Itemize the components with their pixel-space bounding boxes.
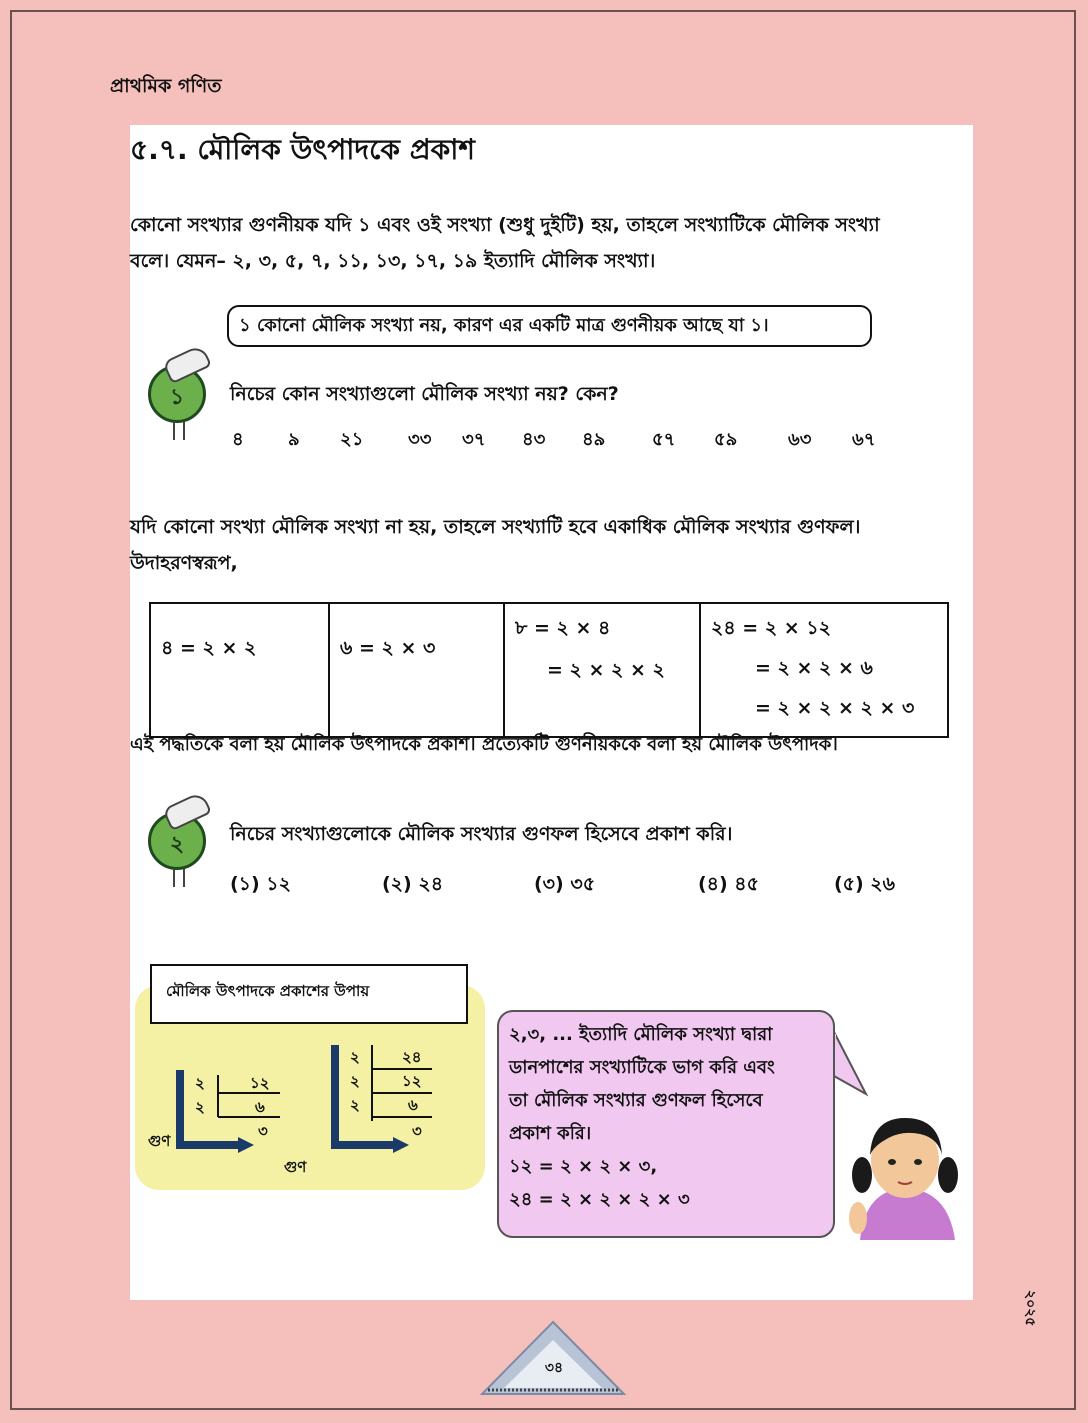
option-item: (৫) ২৬ [834, 873, 896, 895]
page-header: প্রাথমিক গণিত [110, 75, 222, 97]
para2-line-2: উদাহরণস্বরূপ, [130, 552, 238, 574]
activity-badge-2 [148, 812, 206, 870]
side-year: ২০২৫ [1022, 1290, 1038, 1327]
intro-line-2: বলে। যেমন– ২, ৩, ৫, ৭, ১১, ১৩, ১৭, ১৯ ইত্যাদি মৌলিক সংখ্যা। [130, 250, 656, 272]
number-item: ৫৭ [652, 429, 676, 450]
girl-illustration [840, 1100, 970, 1240]
badge-number: ২ [169, 832, 185, 857]
question-2: নিচের সংখ্যাগুলোকে মৌলিক সংখ্যার গুণফল হিসেবে প্রকাশ করি। [230, 823, 733, 845]
activity-badge-1 [148, 365, 206, 423]
ladder2-divisor: ২ [350, 1096, 360, 1114]
para3: এই পদ্ধতিকে বলা হয় মৌলিক উৎপাদকে প্রকাশ। প্রত্যেকটি গুণনীয়ককে বলা হয় মৌলিক উৎপাদক। [130, 734, 838, 755]
table-cell: ৬ = ২ × ৩ [329, 603, 504, 737]
ladder1-dividend: ১২ [250, 1074, 270, 1092]
page-number: ৩৪ [544, 1360, 564, 1376]
section-title: ৫.৭. মৌলিক উৎপাদকে প্রকাশ [130, 133, 475, 166]
number-item: ৬৩ [788, 429, 812, 450]
option-item: (১) ১২ [230, 873, 291, 895]
badge-number: ১ [169, 385, 185, 410]
number-item: ৪৩ [522, 429, 546, 450]
ladder2-divisor: ২ [350, 1048, 360, 1066]
number-item: ৫৯ [714, 429, 738, 450]
gun-label: গুণ [148, 1132, 171, 1150]
question-1: নিচের কোন সংখ্যাগুলো মৌলিক সংখ্যা নয়? কেন? [230, 383, 619, 405]
option-item: (৪) ৪৫ [698, 873, 759, 895]
gun-label: গুণ [284, 1158, 307, 1176]
ladder2-divisor: ২ [350, 1072, 360, 1090]
ladder1-divisor: ২ [195, 1098, 205, 1116]
ladder2-dividend: ৬ [408, 1096, 418, 1114]
speech-bubble: ২,৩, ... ইত্যাদি মৌলিক সংখ্যা দ্বারা ডানপাশের সংখ্যাটিকে ভাগ করি এবং তা মৌলিক সংখ্যার গুণফল হিসেবে প্রকাশ করি। ১২ = ২ × ২ × ৩, ২৪ = ২ × ২ × ২ × ৩ [497, 1010, 835, 1238]
method-title: মৌলিক উৎপাদকে প্রকাশের উপায় [150, 964, 468, 1024]
number-item: ৯ [288, 429, 300, 450]
para2-line-1: যদি কোনো সংখ্যা মৌলিক সংখ্যা না হয়, তাহলে সংখ্যাটি হবে একাধিক মৌলিক সংখ্যার গুণফল। [130, 516, 861, 538]
ladder2-dividend: ১২ [402, 1072, 422, 1090]
number-item: ৬৭ [852, 429, 876, 450]
number-item: ৩৭ [462, 429, 486, 450]
table-cell: ৮ = ২ × ৪ = ২ × ২ × ২ [504, 603, 700, 737]
number-item: ৪৯ [582, 429, 606, 450]
option-item: (২) ২৪ [382, 873, 444, 895]
factor-table [149, 602, 949, 738]
ladder1-dividend: ৬ [255, 1098, 265, 1116]
number-item: ৪ [232, 429, 244, 450]
number-item: ৩৩ [408, 429, 432, 450]
intro-line-1: কোনো সংখ্যার গুণনীয়ক যদি ১ এবং ওই সংখ্যা (শুধু দুইটি) হয়, তাহলে সংখ্যাটিকে মৌলিক সংখ্যা [130, 214, 880, 236]
option-item: (৩) ৩৫ [534, 873, 596, 895]
ladder1-result: ৩ [258, 1122, 268, 1140]
number-item: ২১ [340, 429, 364, 450]
table-cell: ২৪ = ২ × ১২ = ২ × ২ × ৬ = ২ × ২ × ২ × ৩ [700, 603, 948, 737]
table-cell: ৪ = ২ × ২ [150, 603, 329, 737]
ladder2-dividend: ২৪ [402, 1048, 422, 1066]
ladder2-result: ৩ [412, 1122, 422, 1140]
ladder1-divisor: ২ [195, 1074, 205, 1092]
note-box: ১ কোনো মৌলিক সংখ্যা নয়, কারণ এর একটি মাত্র গুণনীয়ক আছে যা ১। [227, 305, 872, 347]
